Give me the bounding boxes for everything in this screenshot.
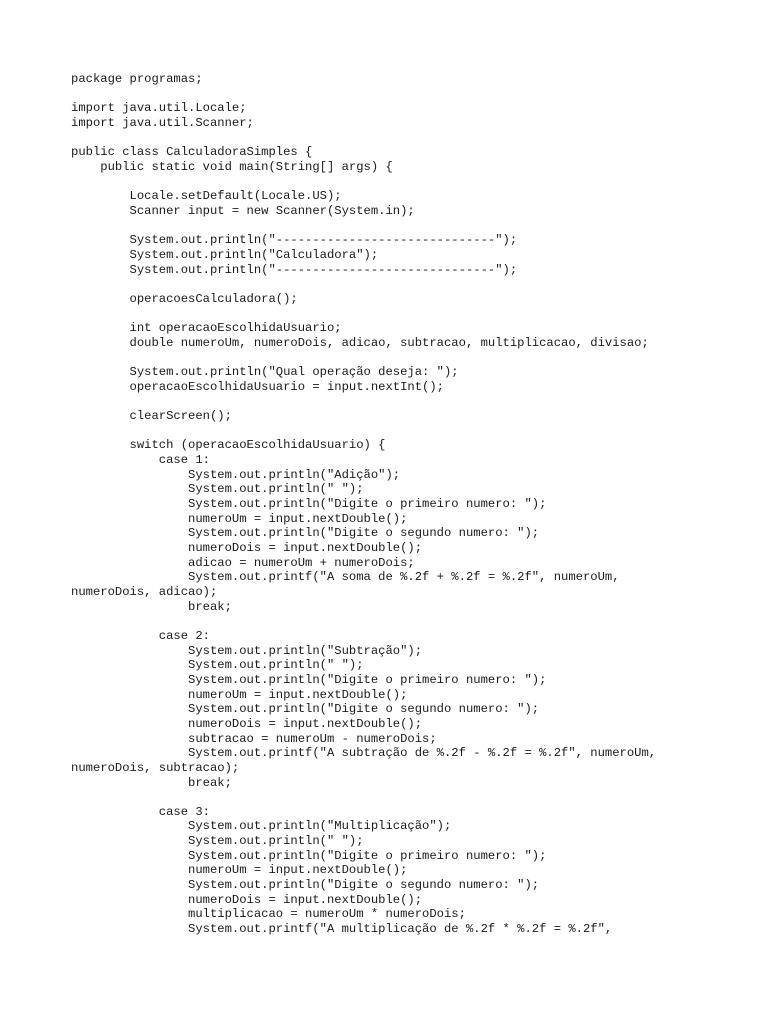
code-line xyxy=(71,424,751,439)
code-line: System.out.printf("A soma de %.2f + %.2f = %.2f", numeroUm, xyxy=(71,570,620,585)
code-line: System.out.println("Digite o segundo numero: "); xyxy=(71,526,540,541)
code-line: case 1: xyxy=(71,453,210,468)
code-line xyxy=(71,219,751,234)
code-line: System.out.println("Digite o primeiro numero: "); xyxy=(71,848,547,863)
code-block xyxy=(71,72,751,937)
code-line: subtracao = numeroUm - numeroDois; xyxy=(71,731,437,746)
code-line: System.out.println("Adição"); xyxy=(71,467,401,482)
code-line: System.out.println(" "); xyxy=(71,658,364,673)
code-line: numeroUm = input.nextDouble(); xyxy=(71,511,408,526)
code-line xyxy=(71,87,751,102)
code-line: numeroDois, subtracao); xyxy=(71,760,240,775)
code-line: System.out.println("------------------------------"); xyxy=(71,262,518,277)
code-line: System.out.println("Digite o primeiro numero: "); xyxy=(71,497,547,512)
code-line: multiplicacao = numeroUm * numeroDois; xyxy=(71,907,466,922)
code-line xyxy=(71,790,751,805)
code-line: numeroDois = input.nextDouble(); xyxy=(71,892,423,907)
code-line xyxy=(71,277,751,292)
code-line: int operacaoEscolhidaUsuario; xyxy=(71,321,342,336)
code-line: adicao = numeroUm + numeroDois; xyxy=(71,555,415,570)
code-line: System.out.printf("A subtração de %.2f - %.2f = %.2f", numeroUm, xyxy=(71,746,657,761)
code-line xyxy=(71,131,751,146)
code-line: case 3: xyxy=(71,804,210,819)
code-line: operacaoEscolhidaUsuario = input.nextInt(); xyxy=(71,379,444,394)
code-line xyxy=(71,175,751,190)
code-line: case 2: xyxy=(71,628,210,643)
code-line: public static void main(String[] args) { xyxy=(71,159,393,174)
code-line: System.out.println("Digite o segundo numero: "); xyxy=(71,702,540,717)
code-line: operacoesCalculadora(); xyxy=(71,291,298,306)
code-line: System.out.println("Qual operação deseja: "); xyxy=(71,365,459,380)
code-line: import java.util.Locale; xyxy=(71,101,247,116)
code-line: switch (operacaoEscolhidaUsuario) { xyxy=(71,438,386,453)
code-line: public class CalculadoraSimples { xyxy=(71,145,313,160)
code-line: System.out.println("Calculadora"); xyxy=(71,247,379,262)
code-line: System.out.println("Subtração"); xyxy=(71,643,423,658)
code-line: System.out.println(" "); xyxy=(71,482,364,497)
code-line xyxy=(71,614,751,629)
code-line: numeroDois = input.nextDouble(); xyxy=(71,541,423,555)
code-line: numeroDois = input.nextDouble(); xyxy=(71,716,423,731)
code-line xyxy=(71,394,751,409)
code-line xyxy=(71,307,751,322)
code-line: numeroDois, adicao); xyxy=(71,584,218,599)
code-line: Scanner input = new Scanner(System.in); xyxy=(71,203,415,218)
code-line: break; xyxy=(71,599,232,614)
code-line: package programas; xyxy=(71,72,203,86)
code-line: System.out.printf("A multiplicação de %.2f * %.2f = %.2f", xyxy=(71,922,613,937)
code-line xyxy=(71,350,751,365)
code-line: System.out.println("Digite o segundo numero: "); xyxy=(71,878,540,893)
code-line: Locale.setDefault(Locale.US); xyxy=(71,189,342,204)
code-line: System.out.println("------------------------------"); xyxy=(71,233,518,248)
code-line: System.out.println(" "); xyxy=(71,834,364,849)
code-line: System.out.println("Digite o primeiro numero: "); xyxy=(71,672,547,687)
code-line: System.out.println("Multiplicação"); xyxy=(71,819,452,834)
code-line: break; xyxy=(71,775,232,790)
code-line: import java.util.Scanner; xyxy=(71,115,254,130)
code-line: numeroUm = input.nextDouble(); xyxy=(71,687,408,702)
code-line: double numeroUm, numeroDois, adicao, subtracao, multiplicacao, divisao; xyxy=(71,335,649,350)
code-line: numeroUm = input.nextDouble(); xyxy=(71,863,408,878)
code-line: clearScreen(); xyxy=(71,409,232,424)
